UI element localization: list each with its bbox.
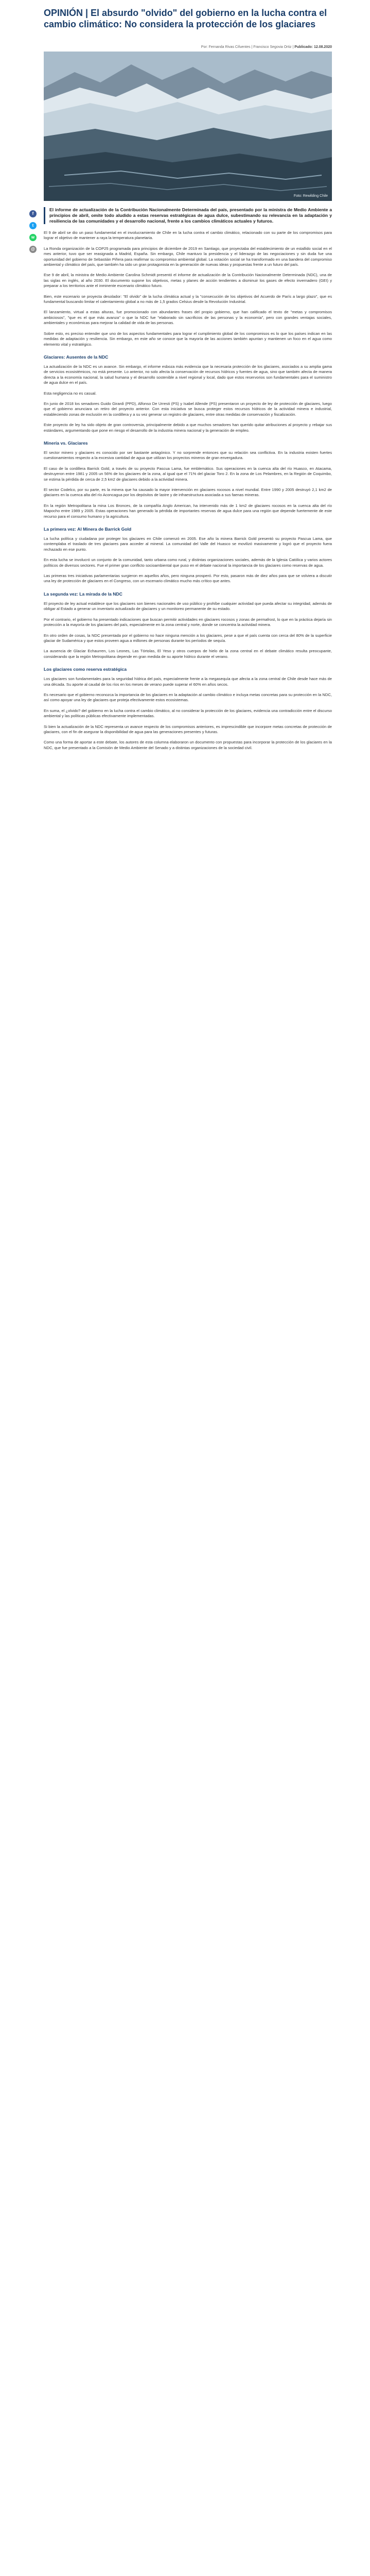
article-paragraph: La Ronda organización de la COP25 programada para principios de diciembre de 2019 en Santiago, que proyectaba del establecimiento de un estallido social en el mes anterior, tuvo que ser reasignada a Madrid, España. Sin embargo, Chile mantuvo la presidencia y el liderazgo de las negociaciones y sin duda fue una oportunidad del gobierno de Sebastián Piñera para reafirmar su compromiso ambiental global. La votación social se ha transformado en una bandera del compromiso ambiental y climático del país, que también ha sido un gran protagonista en la generación de nuevas ideas y propuestas frente a un futuro del país. — [44, 246, 332, 267]
section-heading: Minería vs. Glaciares — [44, 440, 88, 446]
article-paragraph: Ese 9 de abril, la ministra de Medio Ambiente Carolina Schmidt presentó el informe de actualización de la Contribución Nacionalmente Determinada (NDC), una de las siglas en inglés, al año 2030. El documento supone los objetivos, metas y planes de acción tendientes a disminuir los gases de efecto invernadero (GEI) y preparar a los territorios ante el inminente escenario climático futuro. — [44, 273, 332, 289]
article-paragraph: Bien, este escenario se proyecta desolador: "El olvido" de la lucha climática actual y la "consecución de los objetivos del Acuerdo de París a largo plazo", que es fundamental buscando limitar el calentamiento global a no más de 1,5 grados Celsius desde la Revolución Industrial. — [44, 294, 332, 304]
article-paragraph: Como una forma de aportar a este debate, los autores de esta columna elaboraron un documento con propuestas para incorporar la protección de los glaciares en la NDC, que fue presentado a la Comisión de Medio Ambiente del Senado y a distintas organizaciones de la sociedad civil. — [44, 740, 332, 750]
byline-authors: Por: Fernanda Rivas Cifuentes | Francisco Segovia Ortiz — [201, 45, 292, 49]
article-paragraph: En esta lucha se involucró un conjunto de la comunidad, tanto urbana como rural, y distintas organizaciones sociales, además de la Iglesia Católica y varios actores políticos de diversos sectores. Fue el primer gran conflicto socioambiental que puso en el debate nacional la importancia de los glaciares como reservas de agua. — [44, 557, 332, 568]
article-paragraph: Las primeras tres iniciativas parlamentarias surgieron en aquellos años, pero ninguna prosperó. Por esto, pasaron más de diez años para que se volviera a discutir una ley de protección de glaciares en el Congreso, con un escenario climático mucho más crítico que antes. — [44, 573, 332, 584]
article-paragraph: El 9 de abril se dio un paso fundamental en el involucramiento de Chile en la lucha contra el cambio climático, relacionado con su parte de los compromisos para lograr el objetivo de mantener a raya la temperatura planetaria. — [44, 230, 332, 241]
article-paragraph: Este proyecto de ley ha sido objeto de gran controversia, principalmente debido a que muchos senadores han querido quitar atribuciones al proyecto y rebajar sus estándares, argumentando que pone en riesgo el desarrollo de la industria minera nacional y la generación de empleo. — [44, 422, 332, 433]
article-lead: El informe de actualización de la Contribución Nacionalmente Determinada del país, presentado por la ministra de Medio Ambiente a principios de abril, omite todo aludido a estas reservas estratégicas de agua dulce, subestimando su relevancia en la adaptación y resiliencia de las comunidades y el desarrollo nacional, frente a los cambios climáticos actuales y futuros. — [44, 207, 332, 224]
section-heading: La primera vez: Al Minera de Barrick Gold — [44, 527, 132, 532]
article-paragraph: El sector minero y glaciares es conocido por ser bastante antagónico. Y no sorprende entonces que su relación sea conflictiva. En la industria existen fuertes cuestionamientos respecto a la excesiva cantidad de agua que utilizan los proyectos mineros de gran envergadura. — [44, 450, 332, 461]
article-paragraph: El lanzamiento, virtual a estas alturas, fue promocionado con abundantes frases del propio gobierno, que han calificado el texto de "metas y compromisos ambiciosos", "que es el que más avanza" o que la NDC fue "elaborado sin sacrificios de las personas y la economía", pero con grandes ventajas sociales, ambientales y económicas para mejorar la calidad de vida de las personas. — [44, 310, 332, 326]
hero-image — [44, 52, 332, 201]
article-headline: OPINIÓN | El absurdo "olvido" del gobierno en la lucha contra el cambio climático: No considera la protección de los glaciares — [44, 8, 327, 29]
article-paragraph: Por el contrario, el gobierno ha presentado indicaciones que buscan permitir actividades en glaciares rocosos y zonas de permafrost, lo que en la práctica dejaría sin protección a la mayoría de los glaciares del país, especialmente en la zona central y norte, donde se concentra la actividad minera. — [44, 617, 332, 628]
section-heading: La segunda vez: La mirada de la NDC — [44, 591, 122, 597]
article-paragraph: La lucha política y ciudadana por proteger los glaciares en Chile comenzó en 2005. Ese año la minera Barrick Gold presentó su proyecto Pascua Lama, que contemplaba el traslado de tres glaciares para acceder al mineral. La comunidad del Valle del Huasco se movilizó masivamente y logró que el proyecto fuera rechazado en ese punto. — [44, 536, 332, 552]
social-share-bar — [29, 210, 38, 258]
byline-separator: | — [292, 45, 295, 49]
article-paragraph: Si bien la actualización de la NDC representa un avance respecto de los compromisos anteriores, es imprescindible que incorpore metas concretas de protección de glaciares, con el fin de asegurar la disponibilidad de agua para las generaciones presentes y futuras. — [44, 724, 332, 734]
whatsapp-icon[interactable]: w — [29, 234, 37, 241]
section-heading: Glaciares: Ausentes de la NDC — [44, 354, 109, 360]
section-heading: Los glaciares como reserva estratégica — [44, 667, 127, 672]
glacier-landscape-illustration — [44, 52, 332, 201]
facebook-icon[interactable]: f — [29, 210, 37, 217]
article-paragraph: Sobre esto, es preciso entender que uno de los aspectos fundamentales para lograr el cumplimiento global de los compromisos es lo que los países indican en las medidas de adaptación y resiliencia. Sin embargo, en este año se conoce que la mayoría de las acciones también apuntan y mantienen un foco en el agua como elemento vital y estratégico. — [44, 331, 332, 347]
image-credit: Foto: Rewilding Chile — [293, 194, 328, 198]
article-paragraph: Los glaciares son fundamentales para la seguridad hídrica del país, especialmente frente a la megasequía que afecta a la zona central de Chile desde hace más de una década. Su aporte al caudal de los ríos en los meses de verano puede superar el 60% en años secos. — [44, 676, 332, 687]
byline-date: Publicado: 12.08.2020 — [294, 45, 332, 49]
email-icon[interactable]: @ — [29, 246, 37, 253]
article-paragraph: Es necesario que el gobierno reconozca la importancia de los glaciares en la adaptación al cambio climático e incluya metas concretas para su protección en la NDC, así como apoyar una ley de glaciares que proteja efectivamente estos ecosistemas. — [44, 692, 332, 703]
article-paragraph: El caso de la cordillera Barrick Gold, a través de su proyecto Pascua Lama, fue emblemático. Sus operaciones en la cuenca alta del río Huasco, en Atacama, destruyeron entre 1981 y 2005 un 56% de los glaciares de la zona, al igual que el 71% del glaciar Toro 2. En la zona de Los Pelambres, en la Región de Coquimbo, se estima la pérdida de cerca de 2,5 km2 de glaciares debido a la actividad minera. — [44, 466, 332, 482]
article-paragraph: En otro orden de cosas, la NDC presentada por el gobierno no hace ninguna mención a los glaciares, pese a que el país cuenta con cerca del 80% de la superficie glaciar de Sudamérica y que estos proveen agua a millones de personas durante los períodos de sequía. — [44, 633, 332, 643]
article-byline — [201, 45, 332, 49]
article-paragraph: El proyecto de ley actual establece que los glaciares son bienes nacionales de uso público y prohíbe cualquier actividad que pueda afectar su integridad, además de obligar al Estado a generar un inventario actualizado de glaciares y un monitoreo permanente de su estado. — [44, 601, 332, 612]
article-paragraph: En junio de 2018 los senadores Guido Girardi (PPD), Alfonso De Urresti (PS) y Isabel Allende (PS) presentaron un proyecto de ley de protección de glaciares, luego que el gobierno anunciara un retiro del proyecto anterior. Con esta iniciativa se busca proteger estos recursos hídricos de la actividad minera e industrial, estableciendo zonas de exclusión en la cordillera y a su vez generar un registro de glaciares, entre otras medidas de conservación y fiscalización. — [44, 401, 332, 417]
article-paragraph: La actualización de la NDC es un avance. Sin embargo, el informe esboza más evidencia que la necesaria protección de los glaciares, asociados a su amplia gama de servicios ecosistémicos, no está presente. Lo anterior, no solo afecta la conservación de recursos hídricos y fuentes de agua, sino que también afecta de manera directa a la economía nacional, la salud humana y el desarrollo sostenible a nivel regional y local, dado que estos reservorios son fundamentales para el suministro de agua dulce en el país. — [44, 364, 332, 385]
article-paragraph: En suma, el ¿olvido? del gobierno en la lucha contra el cambio climático, al no considerar la protección de los glaciares, evidencia una contradicción entre el discurso ambiental y las políticas públicas efectivamente implementadas. — [44, 708, 332, 719]
article-body — [44, 207, 332, 756]
twitter-icon[interactable]: t — [29, 222, 37, 229]
article-paragraph: En la región Metropolitana la mina Los Bronces, de la compañía Anglo American, ha intervenido más de 1 km2 de glaciares rocosos en la cuenca alta del río Mapocho entre 1989 y 2005. Estas operaciones han generado la pérdida de importantes reservas de agua dulce para una región que depende fuertemente de este recurso para el consumo humano y la agricultura. — [44, 503, 332, 519]
article-paragraph: Esta negligencia no es casual. — [44, 391, 97, 396]
article-paragraph: El sector Codelco, por su parte, es la minera que ha causado la mayor intervención en glaciares rocosos a nivel mundial. Entre 1990 y 2005 destruyó 2,1 km2 de glaciares en la cuenca alta del río Aconcagua por los depósitos de lastre y de infraestructura asociada a sus faenas mineras. — [44, 487, 332, 498]
article-paragraph: La ausencia de Glaciar Echaurren, Los Leones, Las Tórtolas, El Yeso y otros cuerpos de hielo de la zona central en el debate climático resulta preocupante, considerando que la región Metropolitana depende en gran medida de su aporte hídrico durante el verano. — [44, 649, 332, 659]
